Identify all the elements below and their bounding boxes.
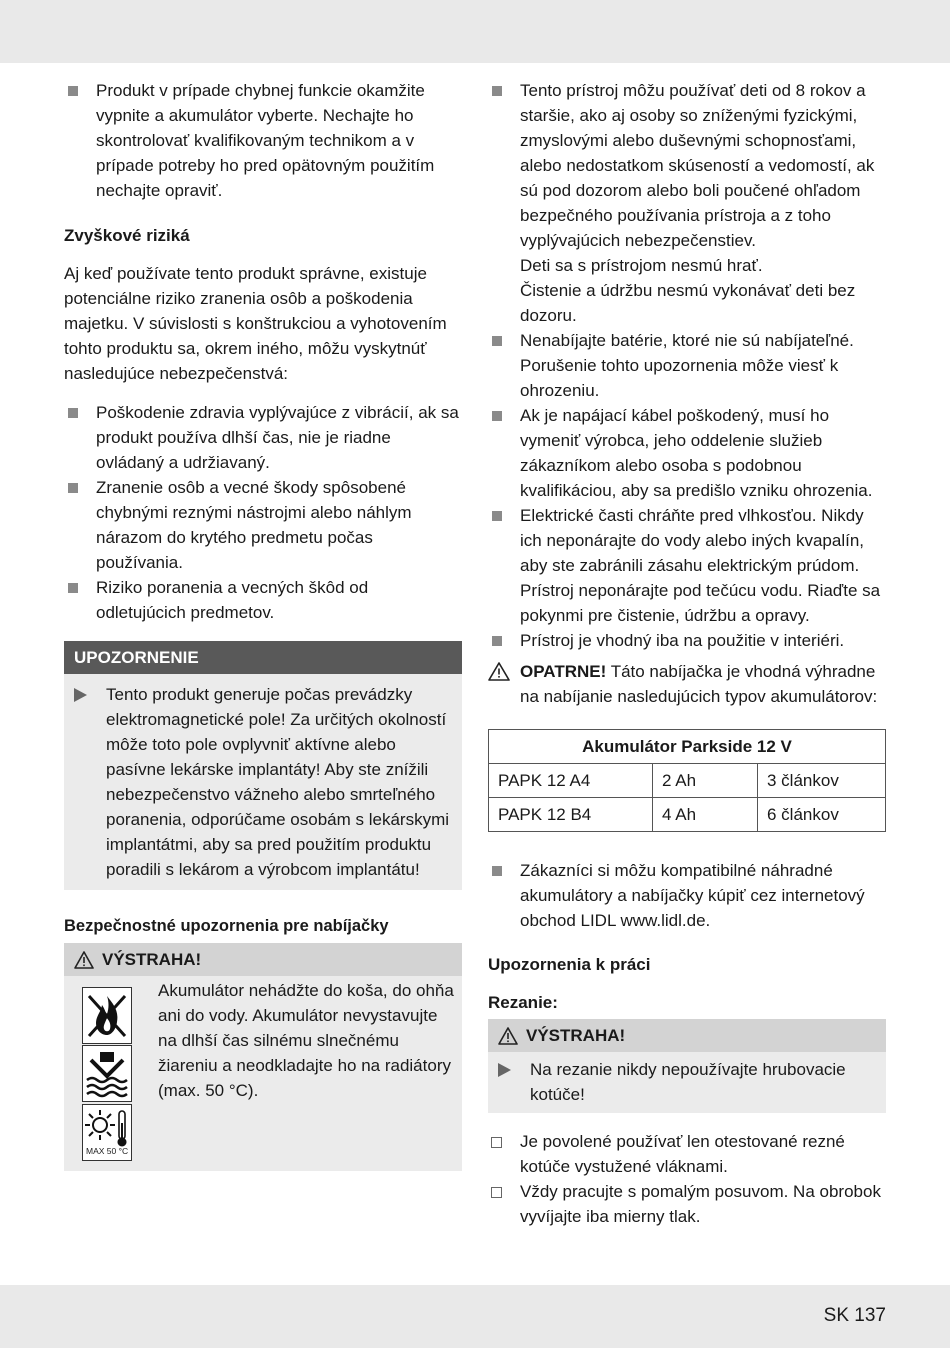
charger-safety-heading: Bezpečnostné upozornenia pre nabíjačky <box>64 917 389 935</box>
table-cell: 3 článkov <box>758 764 886 798</box>
page-number: SK 137 <box>823 1305 886 1326</box>
water-prohibited-icon <box>82 1045 132 1102</box>
table-cell: 2 Ah <box>653 764 758 798</box>
list-item: Riziko poranenia a vecných škôd od odletujúcich predmetov. <box>64 575 462 625</box>
warning-header <box>64 943 462 976</box>
notice-title: UPOZORNENIE <box>64 641 462 674</box>
footer-band <box>0 1285 950 1348</box>
table-cell: PAPK 12 B4 <box>489 798 653 832</box>
list-item: Produkt v prípade chybnej funkcie okamžite vypnite a akumulátor vyberte. Nechajte ho skontrolovať kvalifikovaným technikom a v prípade potreby ho pred opätovným použitím nechajte opraviť. <box>64 78 462 203</box>
work-notes-heading: Upozornenia k práci <box>488 955 651 974</box>
bullet-square-icon <box>492 336 502 346</box>
arrow-right-icon <box>74 688 87 702</box>
table-header-row <box>489 730 886 764</box>
warning-title: VÝSTRAHA! <box>526 1026 626 1045</box>
safety-list <box>488 78 886 653</box>
list-item: Zranenie osôb a vecné škody spôsobené chybnými reznými nástrojmi alebo náhlym nárazom do krytého predmetu počas používania. <box>64 475 462 575</box>
header-band <box>0 0 950 63</box>
list-item: Je povolené používať len otestované rezné kotúče vystužené vláknami. <box>488 1129 886 1179</box>
intro-list <box>64 78 462 203</box>
right-column <box>488 78 886 1229</box>
sun-heat-icon <box>82 1104 132 1161</box>
list-item: Poškodenie zdravia vyplývajúce z vibrácií, ak sa produkt používa dlhší čas, nie je riadne ovládaný a udržiavaný. <box>64 400 462 475</box>
warning-triangle-icon <box>488 662 510 681</box>
bullet-square-icon <box>492 86 502 96</box>
warning-header <box>488 1019 886 1052</box>
arrow-right-icon <box>498 1063 511 1077</box>
caution-text: Táto nabíjačka je vhodná výhradne na nabíjanie nasledujúcich typov akumulátorov: <box>520 662 878 706</box>
cutting-warning-box <box>488 1019 886 1113</box>
left-column <box>64 78 462 1171</box>
children-cleaning-line: Čistenie a údržbu nesmú vykonávať deti bez dozoru. <box>520 281 856 325</box>
max-temp-label: MAX 50 °C <box>86 1146 129 1156</box>
table-cell: 6 článkov <box>758 798 886 832</box>
bullet-square-icon <box>68 483 78 493</box>
caution-label: OPATRNE! <box>520 662 607 681</box>
caution-note <box>488 659 886 709</box>
warning-triangle-icon <box>498 1027 518 1045</box>
notice-list <box>64 674 462 890</box>
fire-prohibited-icon <box>82 987 132 1044</box>
table-row <box>489 764 886 798</box>
table-cell: 4 Ah <box>653 798 758 832</box>
warning-text: Akumulátor nehádžte do koša, do ohňa ani do vody. Akumulátor nevystavujte na dlhší čas silnému slnečnému žiareniu a neodkladajte ho na radiátory (max. 50 °C). <box>158 981 454 1100</box>
checklist <box>488 1129 886 1229</box>
table-row <box>489 798 886 832</box>
table-header: Akumulátor Parkside 12 V <box>489 730 886 764</box>
warning-title: VÝSTRAHA! <box>102 950 202 969</box>
list-item: Vždy pracujte s pomalým posuvom. Na obrobok vyvíjajte iba mierny tlak. <box>488 1179 886 1229</box>
bullet-square-icon <box>492 511 502 521</box>
bullet-square-icon <box>492 411 502 421</box>
bullet-square-icon <box>68 583 78 593</box>
list-item: Nenabíjajte batérie, ktoré nie sú nabíjateľné. Porušenie tohto upozornenia môže viesť k ohrozeniu. <box>488 328 886 403</box>
list-item: Zákazníci si môžu kompatibilné náhradné akumulátory a nabíjačky kúpiť cez internetový obchod LIDL www.lidl.de. <box>488 858 886 933</box>
table-cell: PAPK 12 A4 <box>489 764 653 798</box>
list-item: Ak je napájací kábel poškodený, musí ho vymeniť výrobca, jeho oddelenie služieb zákazníkom alebo osoba s podobnou kvalifikáciou, aby sa predišlo vzniku ohrozenia. <box>488 403 886 503</box>
charger-warning-box <box>64 943 462 1171</box>
checkbox-icon <box>491 1187 502 1198</box>
cutting-heading: Rezanie: <box>488 993 558 1012</box>
list-item: Na rezanie nikdy nepoužívajte hrubovacie kotúče! <box>498 1057 876 1107</box>
list-item: Prístroj je vhodný iba na použitie v interiéri. <box>488 628 886 653</box>
checkbox-icon <box>491 1137 502 1148</box>
cutting-warning-list <box>488 1052 886 1113</box>
bullet-square-icon <box>68 86 78 96</box>
list-item: Tento prístroj môžu používať deti od 8 rokov a staršie, ako aj osoby so zníženými fyzickými, zmyslovými alebo duševnými schopnosťami, alebo nedostatkom skúseností a vedomostí, ak sú pod dozorom alebo boli poučené ohľadom bezpečného používania prístroja a z toho vyplývajúcich nebezpečenstiev. Deti sa s prístrojom nesmú hrať. Čistenie a údržbu nesmú vykonávať deti bez dozoru. <box>488 78 886 328</box>
warning-triangle-icon <box>74 951 94 969</box>
bullet-square-icon <box>492 636 502 646</box>
notice-box <box>64 641 462 890</box>
bullet-square-icon <box>68 408 78 418</box>
customers-list <box>488 858 886 933</box>
risks-list <box>64 400 462 625</box>
bullet-square-icon <box>492 866 502 876</box>
residual-risks-heading: Zvyškové riziká <box>64 226 190 245</box>
residual-risks-text: Aj keď používate tento produkt správne, existuje potenciálne riziko zranenia osôb a poškodenia majetku. V súvislosti s konštrukciou a vyhotovením tohto produktu sa, okrem iného, môžu vyskytnúť nasledujúce nebezpečenstvá: <box>64 264 447 383</box>
battery-table <box>488 729 886 832</box>
children-play-line: Deti sa s prístrojom nesmú hrať. <box>520 256 763 275</box>
list-item: Tento produkt generuje počas prevádzky elektromagnetické pole! Za určitých okolností môže toto pole ovplyvniť aktívne alebo pasívne lekárske implantáty! Aby ste znížili nebezpečenstvo vážneho alebo smrteľného poranenia, odporúčame osobám s lekárskymi implantátmi, aby sa pred použitím produktu poradili s lekárom a výrobcom implantátu! <box>74 682 450 882</box>
list-item: Elektrické časti chráňte pred vlhkosťou. Nikdy ich neponárajte do vody alebo iných kvapalín, aby ste zabránili zásahu elektrickým prúdom. Prístroj neponárajte pod tečúcu vodu. Riaďte sa pokynmi pre čistenie, údržbu a opravy. <box>488 503 886 628</box>
